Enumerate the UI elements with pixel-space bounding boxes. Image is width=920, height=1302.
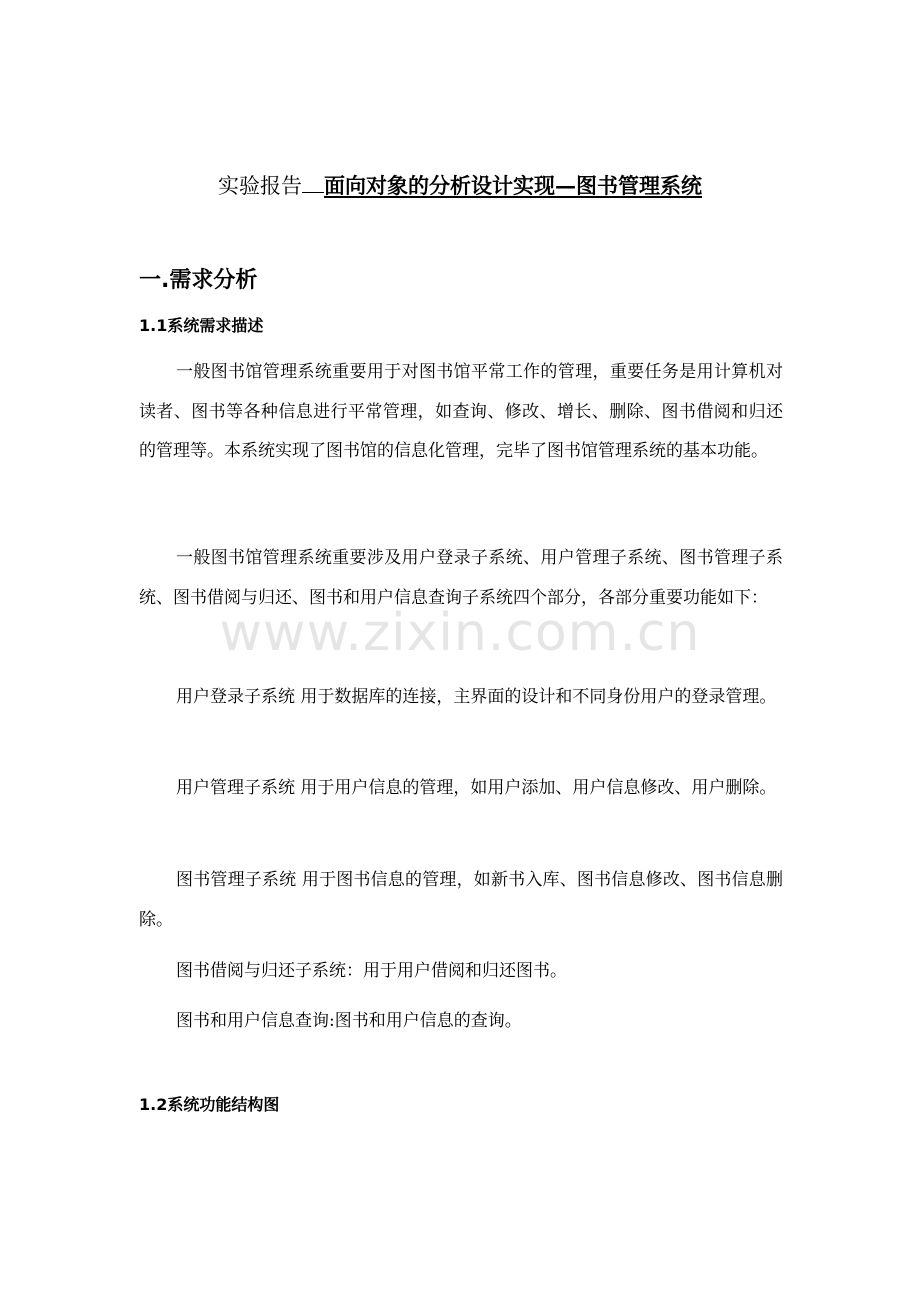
- paragraph-subsystems: 一般图书馆管理系统重要涉及用户登录子系统、用户管理子系统、图书管理子系统、图书借阅与归还、图书和用户信息查询子系统四个部分，各部分重要功能如下：: [139, 548, 783, 608]
- paragraph-overview: 一般图书馆管理系统重要用于对图书馆平常工作的管理，重要任务是用计算机对读者、图书等各种信息进行平常管理，如查询、修改、增长、删除、图书借阅和归还的管理等。本系统实现了图书馆的信息化管理，完毕了图书馆管理系统的基本功能。: [139, 362, 783, 461]
- report-title: [0, 170, 920, 201]
- subsection-heading-1-1: 1.1系统需求描述: [139, 316, 264, 335]
- paragraph-book-subsystem: 图书管理子系统 用于图书信息的管理，如新书入库、图书信息修改、图书信息删除。: [139, 870, 783, 930]
- report-title-main: 面向对象的分析设计实现—图书管理系统: [324, 173, 702, 198]
- paragraph-query-subsystem: 图书和用户信息查询:图书和用户信息的查询。: [176, 1011, 522, 1031]
- subsection-heading-1-2: 1.2系统功能结构图: [139, 1095, 280, 1114]
- paragraph-user-subsystem: 用户管理子系统 用于用户信息的管理，如用户添加、用户信息修改、用户删除。: [176, 778, 777, 798]
- report-title-prefix: 实验报告: [218, 174, 302, 198]
- section-heading-requirements: 一.需求分析: [139, 268, 258, 293]
- title-underline-pad: [302, 170, 324, 193]
- paragraph-borrow-subsystem: 图书借阅与归还子系统：用于用户借阅和归还图书。: [176, 961, 567, 981]
- watermark-text: www.zixin.com.cn: [219, 603, 701, 663]
- paragraph-login-subsystem: 用户登录子系统 用于数据库的连接，主界面的设计和不同身份用户的登录管理。: [176, 687, 777, 707]
